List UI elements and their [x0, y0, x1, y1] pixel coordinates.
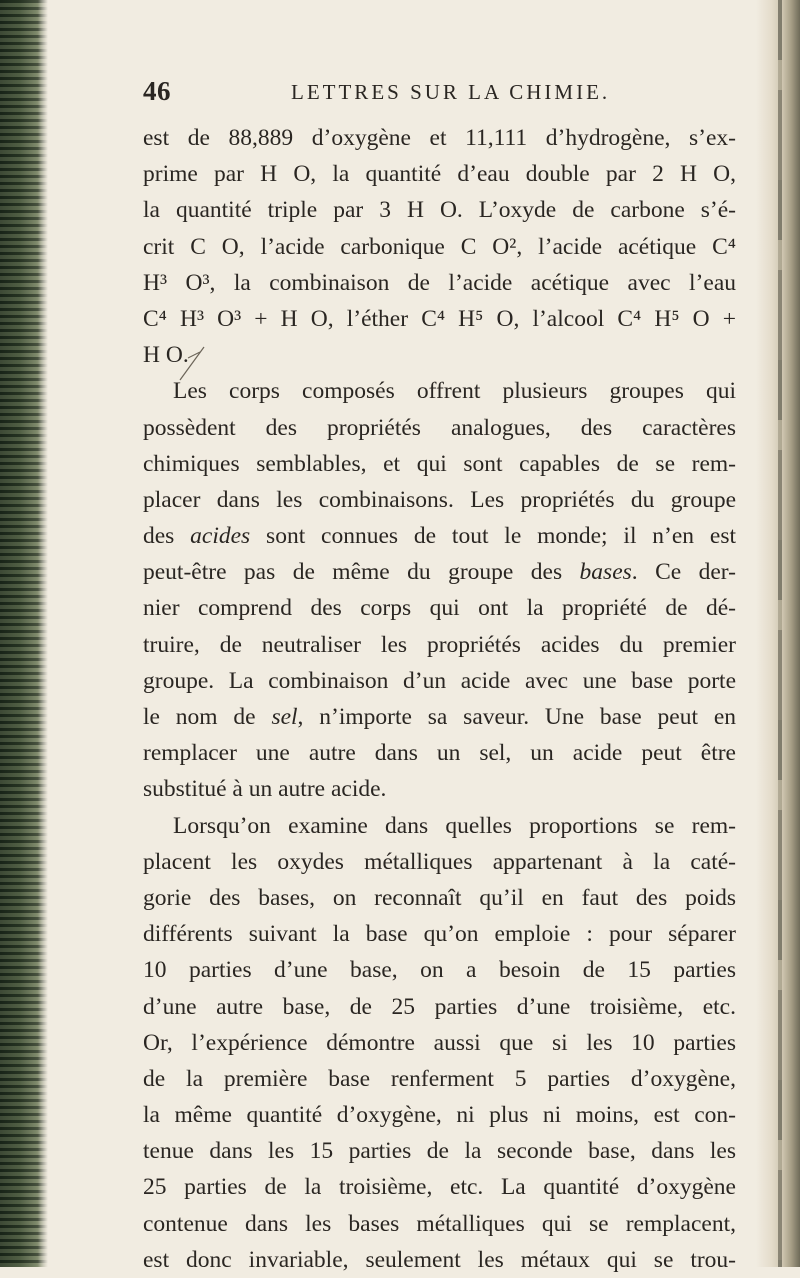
text-line: truire, de neutraliser les propriétés acides du premier: [143, 631, 736, 658]
text-line: nier comprend des corps qui ont la propriété de dé-: [143, 595, 736, 622]
text-line: chimiques semblables, et qui sont capables de se rem-: [143, 450, 736, 477]
text-line: la même quantité d’oxygène, ni plus ni moins, est con-: [143, 1102, 736, 1129]
page-header: [143, 76, 743, 108]
text-line: remplacer une autre dans un sel, un acide peut être: [143, 740, 736, 767]
text-line: 10 parties d’une base, on a besoin de 15 parties: [143, 957, 736, 984]
text-line: d’une autre base, de 25 parties d’une troisième, etc.: [143, 993, 736, 1020]
text-line: des acides sont connues de tout le monde; il n’en est: [143, 523, 736, 550]
text-line: différents suivant la base qu’on emploie : pour séparer: [143, 921, 736, 948]
text-line: 25 parties de la troisième, etc. La quantité d’oxygène: [143, 1174, 736, 1201]
running-title: LETTRES SUR LA CHIMIE.: [291, 80, 611, 104]
text-line: substitué à un autre acide.: [143, 776, 387, 803]
text-line: est donc invariable, seulement les métaux qui se trou-: [143, 1246, 736, 1273]
text-line: Or, l’expérience démontre aussi que si les 10 parties: [143, 1029, 736, 1056]
text-line: la quantité triple par 3 H O. L’oxyde de carbone s’é-: [143, 197, 736, 224]
text-line: placent les oxydes métalliques appartenant à la caté-: [143, 848, 736, 875]
text-line: Lorsqu’on examine dans quelles proportions se rem-: [173, 812, 736, 839]
text-line: prime par H O, la quantité d’eau double par 2 H O,: [143, 161, 736, 188]
text-line: possèdent des propriétés analogues, des caractères: [143, 414, 736, 441]
text-line: peut-être pas de même du groupe des bases. Ce der-: [143, 559, 736, 586]
text-line: crit C O, l’acide carbonique C O², l’acide acétique C⁴: [143, 233, 736, 260]
text-line: contenue dans les bases métalliques qui se remplacent,: [143, 1210, 736, 1237]
page-number: 46: [143, 76, 171, 106]
text-line: Les corps composés offrent plusieurs groupes qui: [173, 378, 736, 405]
text-line: placer dans les combinaisons. Les propriétés du groupe: [143, 486, 736, 513]
text-line: gorie des bases, on reconnaît qu’il en faut des poids: [143, 884, 736, 911]
text-line: H³ O³, la combinaison de l’acide acétique avec l’eau: [143, 269, 736, 296]
text-line: est de 88,889 d’oxygène et 11,111 d’hydrogène, s’ex-: [143, 125, 736, 151]
text-line: groupe. La combinaison d’un acide avec une base porte: [143, 667, 736, 694]
body-text: [143, 120, 736, 1278]
text-line: H O.: [143, 342, 189, 369]
text-line: le nom de sel, n’importe sa saveur. Une base peut en: [143, 704, 736, 730]
text-line: tenue dans les 15 parties de la seconde base, dans les: [143, 1138, 736, 1165]
text-line: C⁴ H³ O³ + H O, l’éther C⁴ H⁵ O, l’alcool C⁴ H⁵ O +: [143, 305, 736, 332]
text-line: de la première base renferment 5 parties d’oxygène,: [143, 1065, 736, 1092]
